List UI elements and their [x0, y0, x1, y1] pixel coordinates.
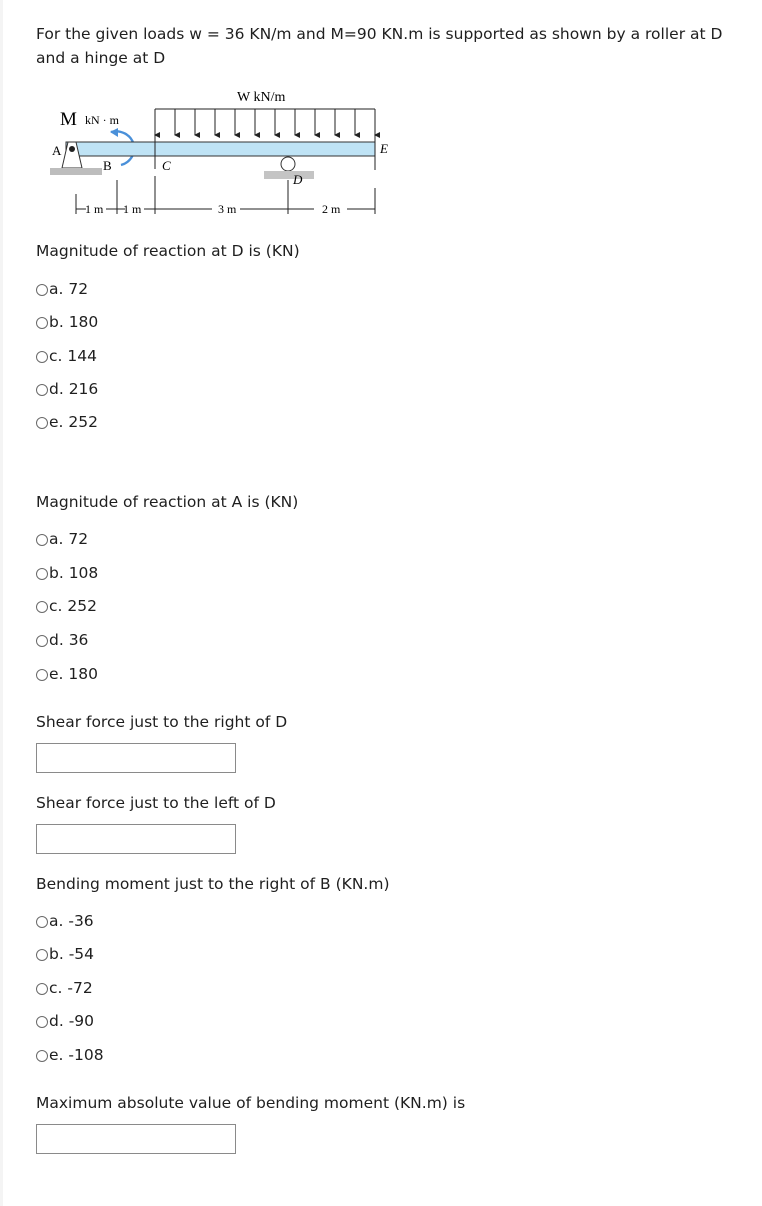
option-label: a. 72	[49, 530, 89, 548]
radio-icon[interactable]	[36, 949, 48, 961]
radio-icon[interactable]	[36, 635, 48, 647]
question-2-option-c[interactable]	[36, 597, 97, 615]
radio-icon[interactable]	[36, 384, 48, 396]
distributed-load	[155, 109, 375, 135]
radio-icon[interactable]	[36, 568, 48, 580]
question-1-option-e[interactable]	[36, 413, 98, 431]
question-6-prompt: Maximum absolute value of bending moment (KN.m) is	[36, 1094, 466, 1112]
question-5-prompt: Bending moment just to the right of B (KN.m)	[36, 875, 390, 893]
dimension-cd: 3 m	[218, 202, 237, 216]
dimension-ab: 1 m	[85, 202, 104, 216]
option-label: b. -54	[49, 945, 95, 963]
question-5-option-a[interactable]	[36, 912, 94, 930]
shear-left-of-d-input[interactable]	[36, 824, 236, 854]
problem-statement: For the given loads w = 36 KN/m and M=90 KN.m is supported as shown by a roller at D and a hinge at D	[36, 25, 723, 67]
question-1-option-d[interactable]	[36, 380, 98, 398]
radio-icon[interactable]	[36, 351, 48, 363]
radio-icon[interactable]	[36, 417, 48, 429]
question-1-option-a[interactable]	[36, 280, 88, 298]
question-1-prompt: Magnitude of reaction at D is (KN)	[36, 242, 300, 260]
radio-icon[interactable]	[36, 916, 48, 928]
radio-icon[interactable]	[36, 669, 48, 681]
question-2-option-d[interactable]	[36, 631, 88, 649]
moment-unit-label: kN · m	[85, 113, 119, 127]
dimension-bc: 1 m	[123, 202, 142, 216]
option-label: a. 72	[49, 280, 89, 298]
radio-icon[interactable]	[36, 983, 48, 995]
point-d-label: D	[293, 172, 303, 187]
question-3-prompt: Shear force just to the right of D	[36, 713, 288, 731]
point-e-label: E	[380, 141, 388, 156]
beam	[66, 142, 375, 156]
question-2-option-b[interactable]	[36, 564, 98, 582]
option-label: e. -108	[49, 1046, 104, 1064]
question-2-option-a[interactable]	[36, 530, 88, 548]
question-5-option-e[interactable]	[36, 1046, 104, 1064]
question-5-option-d[interactable]	[36, 1012, 94, 1030]
radio-icon[interactable]	[36, 1016, 48, 1028]
option-label: b. 108	[49, 564, 99, 582]
option-label: d. 216	[49, 380, 99, 398]
load-label: W kN/m	[237, 90, 286, 105]
moment-label: M	[60, 109, 77, 130]
radio-icon[interactable]	[36, 534, 48, 546]
option-label: e. 252	[49, 413, 98, 431]
question-1-option-b[interactable]	[36, 313, 98, 331]
question-2-prompt: Magnitude of reaction at A is (KN)	[36, 493, 299, 511]
point-a-label: A	[52, 143, 62, 158]
question-4-prompt: Shear force just to the left of D	[36, 794, 276, 812]
beam-diagram	[0, 80, 420, 225]
point-b-label: B	[103, 158, 112, 173]
question-5-option-c[interactable]	[36, 979, 93, 997]
point-c-label: C	[162, 158, 171, 173]
option-label: c. 252	[49, 597, 97, 615]
radio-icon[interactable]	[36, 601, 48, 613]
radio-icon[interactable]	[36, 317, 48, 329]
option-label: b. 180	[49, 313, 99, 331]
option-label: c. 144	[49, 347, 97, 365]
question-5-option-b[interactable]	[36, 945, 94, 963]
radio-icon[interactable]	[36, 1050, 48, 1062]
option-label: d. -90	[49, 1012, 95, 1030]
radio-icon[interactable]	[36, 284, 48, 296]
shear-right-of-d-input[interactable]	[36, 743, 236, 773]
question-1-option-c[interactable]	[36, 347, 97, 365]
max-bending-moment-input[interactable]	[36, 1124, 236, 1154]
question-2-option-e[interactable]	[36, 665, 98, 683]
roller-support-d	[264, 157, 314, 179]
option-label: e. 180	[49, 665, 98, 683]
dimension-de: 2 m	[322, 202, 341, 216]
option-label: d. 36	[49, 631, 89, 649]
option-label: a. -36	[49, 912, 94, 930]
option-label: c. -72	[49, 979, 93, 997]
